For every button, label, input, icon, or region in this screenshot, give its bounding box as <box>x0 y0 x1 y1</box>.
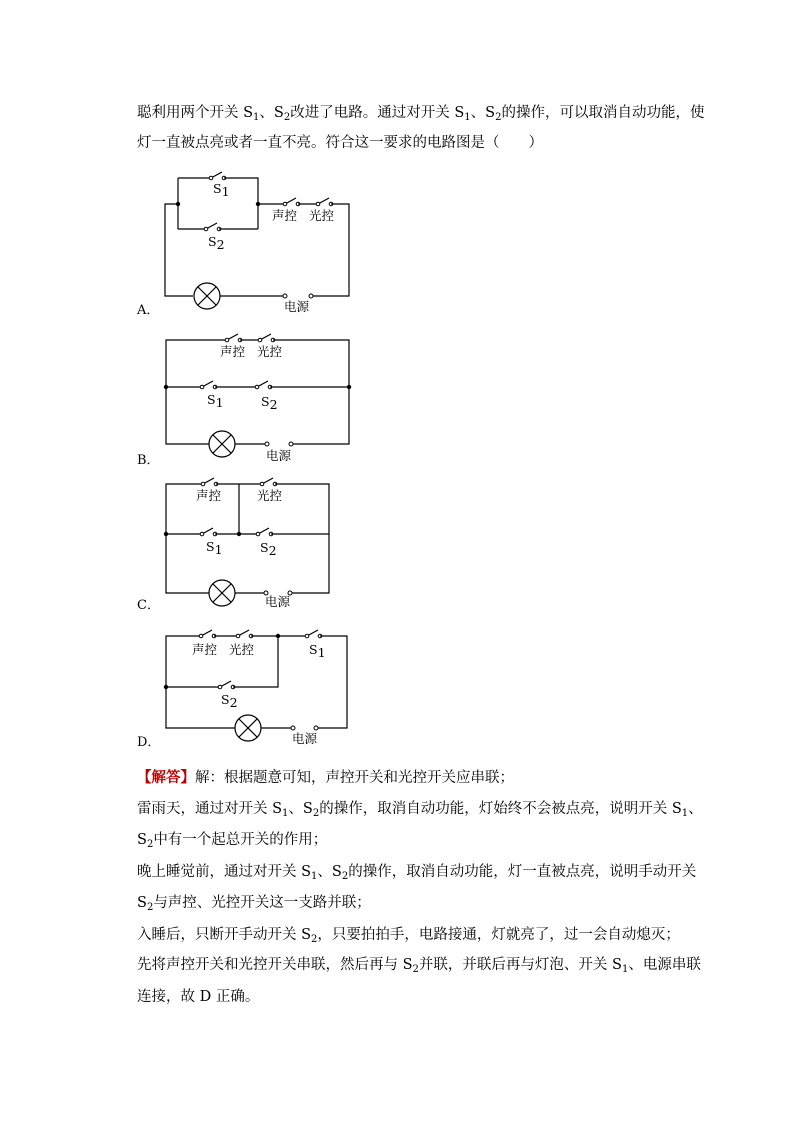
circuit-c <box>0 470 794 620</box>
label-s2-b: S2 <box>261 394 278 412</box>
circuit-a <box>0 160 794 320</box>
circuit-d <box>0 620 794 750</box>
circuit-b <box>0 320 794 470</box>
label-power-d: 电源 <box>292 731 318 746</box>
power-terminal-icon <box>291 726 295 730</box>
label-s2: S2 <box>208 234 225 252</box>
label-sound-d: 声控 <box>192 642 218 657</box>
label-power-a: 电源 <box>284 299 310 314</box>
question-line-1: 聪利用两个开关 $S_1$、$S_2$改进了电路。通过对开关 $S_1$、$S_2$的操作，可以取消自动功能，使 <box>137 105 705 123</box>
option-c-label: C． <box>137 598 160 613</box>
power-terminal-icon <box>265 442 269 446</box>
option-b-label: B． <box>137 453 160 468</box>
label-s2-c: S2 <box>260 540 277 558</box>
answer-line-6: 入睡后，只断开手动开关 $S_2$，只要拍拍手，电路接通，灯就亮了，过一会自动熄灭； <box>137 927 680 945</box>
answer-line-4: 晚上睡觉前，通过对开关 $S_1$、$S_2$的操作，取消自动功能，灯一直被点亮，说明手动开关 <box>137 864 697 882</box>
label-s2-d: S2 <box>221 692 238 710</box>
label-power-b: 电源 <box>266 448 292 463</box>
label-power-c: 电源 <box>265 594 291 609</box>
answer-line-2: 雷雨天，通过对开关 $S_1$、$S_2$的操作，取消自动功能，灯始终不会被点亮，说明开关 $S_1$、 <box>137 801 703 819</box>
label-sound-a: 声控 <box>272 208 298 223</box>
answer-line-8: 连接，故 D 正确。 <box>137 989 260 1005</box>
answer-line-3: $S_2$中有一个起总开关的作用； <box>137 832 328 850</box>
answer-line-5: $S_2$与声控、光控开关这一支路并联； <box>137 895 371 913</box>
option-a-label: A． <box>137 303 160 318</box>
label-light-c: 光控 <box>257 488 283 503</box>
label-light-b: 光控 <box>257 344 283 359</box>
question-line-2: 灯一直被点亮或者一直不亮。符合这一要求的电路图是（ ） <box>137 135 543 151</box>
answer-line-7: 先将声控开关和光控开关串联，然后再与 $S_2$并联，并联后再与灯泡、开关 $S_1$、电源串联 <box>137 957 701 975</box>
label-light-a: 光控 <box>309 208 335 223</box>
label-s1-b: S1 <box>207 392 224 410</box>
label-sound-c: 声控 <box>196 488 222 503</box>
power-terminal-icon <box>283 294 287 298</box>
label-s1-d: S1 <box>309 642 326 660</box>
label-s1: S1 <box>213 181 230 199</box>
label-light-d: 光控 <box>229 642 255 657</box>
answer-line-1: 【解答】解：根据题意可知，声控开关和光控开关应串联； <box>137 769 514 786</box>
answer-tag: 【解答】 <box>137 769 195 786</box>
option-d-label: D． <box>137 735 161 750</box>
label-s1-c: S1 <box>206 539 223 557</box>
label-sound-b: 声控 <box>220 344 246 359</box>
